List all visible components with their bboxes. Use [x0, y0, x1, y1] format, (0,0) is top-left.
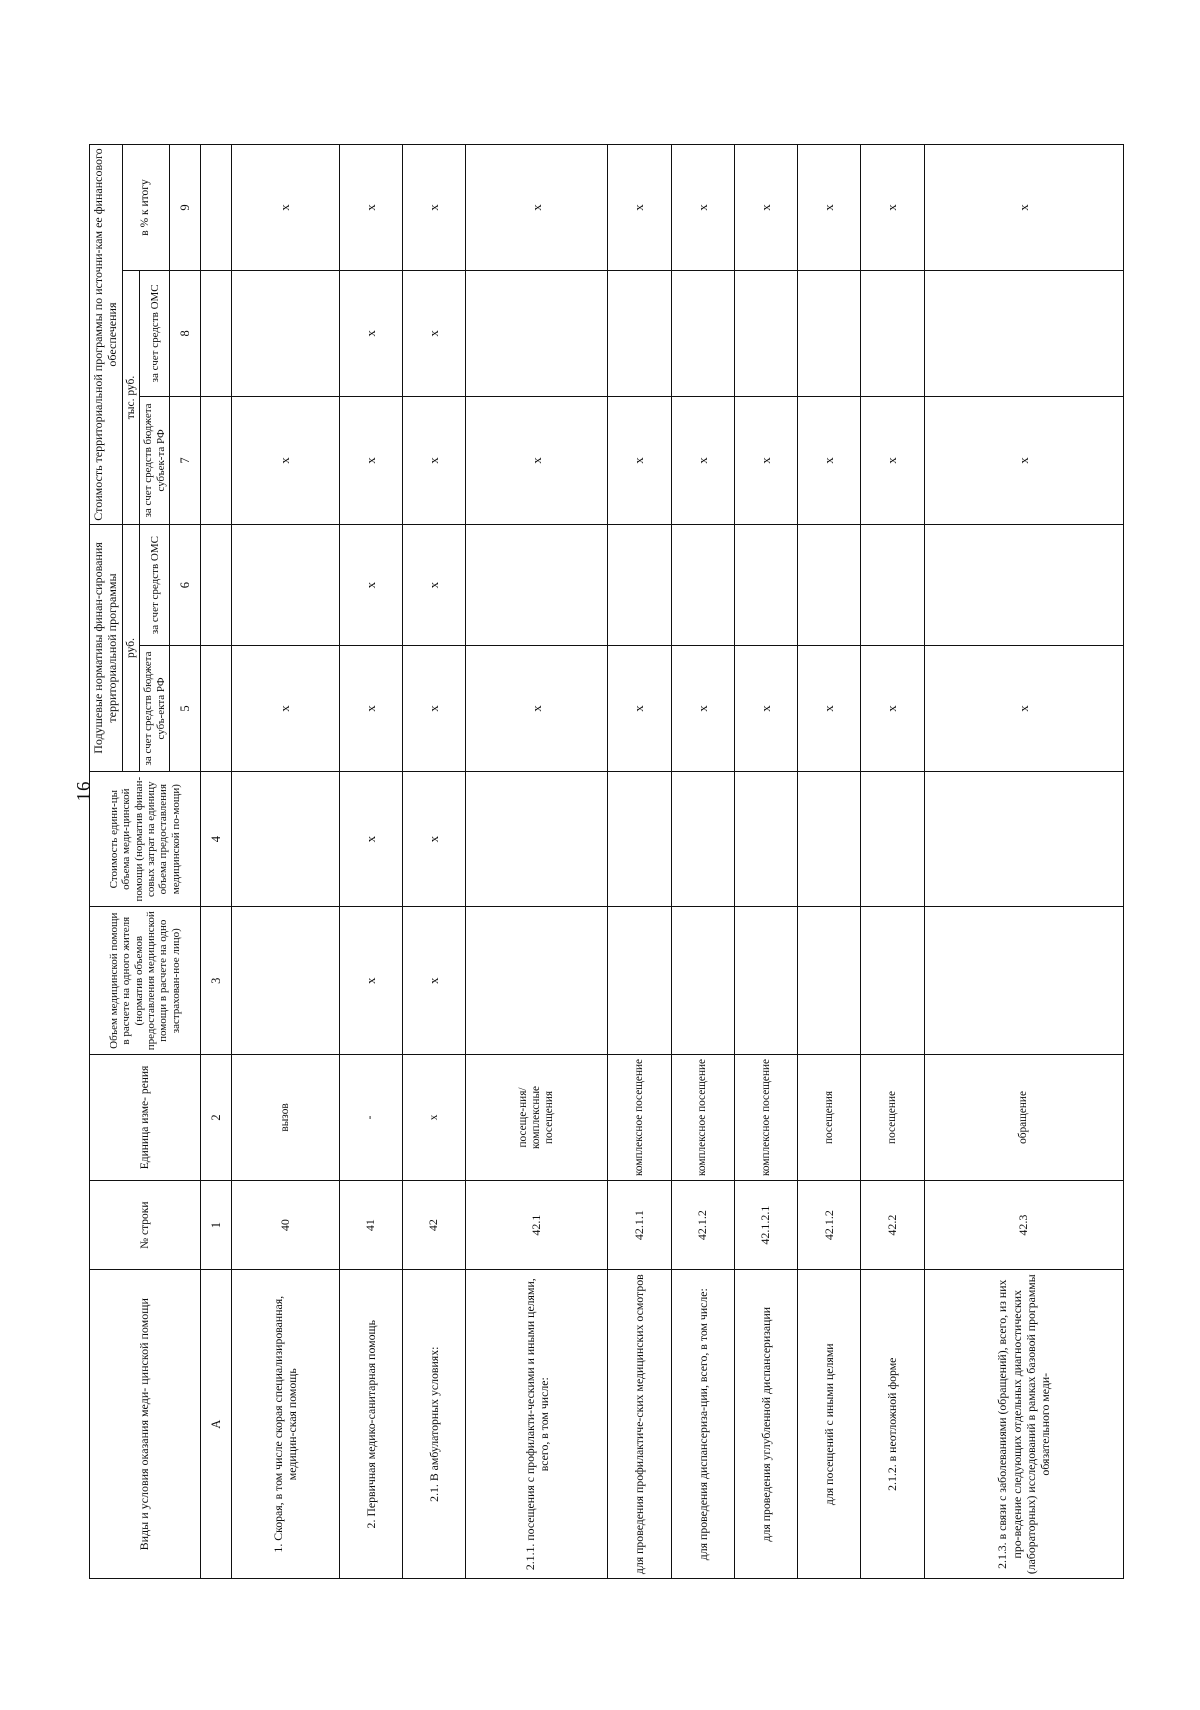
colnum-6-dup	[200, 524, 231, 645]
colnum-5-dup	[200, 645, 231, 771]
header-row-numbers-left	[200, 144, 231, 1578]
cell-c9: х	[860, 144, 923, 270]
page-number: 16	[73, 780, 95, 802]
cell-c3	[734, 906, 797, 1054]
row-number: 42.1	[465, 1180, 607, 1270]
cell-c5: х	[734, 645, 797, 771]
colnum-9: 9	[169, 144, 200, 270]
header-cost-oms: за счет средств ОМС	[139, 270, 169, 396]
table-row	[924, 144, 1123, 1578]
row-unit: комплексное посещение	[671, 1054, 734, 1180]
cell-c7: х	[607, 396, 670, 524]
cell-c4	[607, 771, 670, 907]
row-label: для посещений с иными целями	[797, 1269, 860, 1578]
cell-c3	[797, 906, 860, 1054]
header-unit: Единица изме- рения	[89, 1054, 200, 1180]
cell-c8	[671, 270, 734, 396]
cell-c6	[607, 524, 670, 645]
cell-c9: х	[797, 144, 860, 270]
colnum-1: 1	[200, 1180, 231, 1270]
cell-c3	[465, 906, 607, 1054]
colnum-7: 7	[169, 396, 200, 524]
header-cost-total: Стоимость территориальной программы по источни-кам ее финансового обеспечения	[89, 144, 122, 524]
colnum-8-dup	[200, 270, 231, 396]
cell-c3: х	[339, 906, 402, 1054]
header-row-no: № строки	[89, 1180, 200, 1270]
cell-c7: х	[797, 396, 860, 524]
row-label: 2. Первичная медико-санитарная помощь	[339, 1269, 402, 1578]
colnum-9-dup	[200, 144, 231, 270]
cell-c8	[860, 270, 923, 396]
colnum-5: 5	[169, 645, 200, 771]
row-label: 2.1.2. в неотложной форме	[860, 1269, 923, 1578]
cell-c7: х	[924, 396, 1123, 524]
row-number: 42	[402, 1180, 465, 1270]
row-unit: комплексное посещение	[734, 1054, 797, 1180]
cell-c3	[671, 906, 734, 1054]
cell-c3: х	[402, 906, 465, 1054]
row-number: 42.3	[924, 1180, 1123, 1270]
cell-c7: х	[402, 396, 465, 524]
table-row	[734, 144, 797, 1578]
row-label: для проведения профилактиче-ских медицинских осмотров	[607, 1269, 670, 1578]
cell-c3	[607, 906, 670, 1054]
cell-c9: х	[339, 144, 402, 270]
row-label: 1. Скорая, в том числе скорая специализированная, медицин-ская помощь	[231, 1269, 339, 1578]
cell-c9: х	[465, 144, 607, 270]
row-number: 42.2	[860, 1180, 923, 1270]
cell-c5: х	[465, 645, 607, 771]
cell-c4: х	[402, 771, 465, 907]
cell-c9: х	[924, 144, 1123, 270]
cell-c8	[607, 270, 670, 396]
row-label: для проведения углубленной диспансеризации	[734, 1269, 797, 1578]
cell-c8	[465, 270, 607, 396]
header-unit-cost: Стоимость едини-цы объема меди-цинской помощи (норматив финан-совых затрат на единицу объема предоставления медицинской по-мощи)	[89, 771, 200, 907]
row-label: 2.1. В амбулаторных условиях:	[402, 1269, 465, 1578]
cell-c4	[924, 771, 1123, 907]
cell-c7: х	[231, 396, 339, 524]
colnum-3: 3	[200, 906, 231, 1054]
header-cost-unit: тыс. руб.	[122, 270, 140, 524]
row-unit: -	[339, 1054, 402, 1180]
row-unit: посеще-ния/комплексные посещения	[465, 1054, 607, 1180]
cell-c5: х	[607, 645, 670, 771]
row-unit: вызов	[231, 1054, 339, 1180]
row-number: 42.1.2	[797, 1180, 860, 1270]
colnum-2: 2	[200, 1054, 231, 1180]
cell-c6	[797, 524, 860, 645]
row-number: 42.1.1	[607, 1180, 670, 1270]
cell-c9: х	[671, 144, 734, 270]
cell-c6	[924, 524, 1123, 645]
colnum-a: А	[200, 1269, 231, 1578]
table-row	[231, 144, 339, 1578]
table-container	[89, 144, 1124, 1579]
row-label: для проведения диспансериза-ции, всего, в том числе:	[671, 1269, 734, 1578]
cell-c9: х	[607, 144, 670, 270]
header-volume: Объем медицинской помощи в расчете на одного жителя (норматив объемов предоставления медицинской помощи в расчете на одно застрахован-ное лицо)	[89, 906, 200, 1054]
cell-c4	[671, 771, 734, 907]
row-unit: посещение	[860, 1054, 923, 1180]
row-unit: х	[402, 1054, 465, 1180]
cell-c5: х	[797, 645, 860, 771]
row-number: 40	[231, 1180, 339, 1270]
cell-c6: х	[402, 524, 465, 645]
cell-c5: х	[671, 645, 734, 771]
cell-c7: х	[339, 396, 402, 524]
cell-c6	[860, 524, 923, 645]
cell-c3	[231, 906, 339, 1054]
row-unit: комплексное посещение	[607, 1054, 670, 1180]
cell-c3	[924, 906, 1123, 1054]
row-number: 42.1.2.1	[734, 1180, 797, 1270]
header-percent: в % к итогу	[122, 144, 170, 270]
header-per-capita-unit: руб.	[122, 524, 140, 771]
cell-c8: х	[402, 270, 465, 396]
row-number: 42.1.2	[671, 1180, 734, 1270]
cell-c4: х	[339, 771, 402, 907]
cell-c3	[860, 906, 923, 1054]
cell-c7: х	[734, 396, 797, 524]
table-row	[339, 144, 402, 1578]
cell-c7: х	[465, 396, 607, 524]
cell-c5: х	[339, 645, 402, 771]
cell-c4	[231, 771, 339, 907]
cell-c4	[734, 771, 797, 907]
cell-c4	[465, 771, 607, 907]
table-row	[402, 144, 465, 1578]
cell-c8	[231, 270, 339, 396]
row-label: 2.1.3. в связи с заболеваниями (обращений), всего, из них про-ведение следующих отдельных диагностических (лабораторных) исследований в рамках базовой программы обязательного меди-	[924, 1269, 1123, 1578]
row-number: 41	[339, 1180, 402, 1270]
cell-c5: х	[924, 645, 1123, 771]
cell-c7: х	[860, 396, 923, 524]
table-row	[607, 144, 670, 1578]
cell-c5: х	[860, 645, 923, 771]
colnum-4: 4	[200, 771, 231, 907]
cell-c8	[797, 270, 860, 396]
row-unit: обращение	[924, 1054, 1123, 1180]
row-label: 2.1.1. посещения с профилакти-ческими и иными целями, всего, в том числе:	[465, 1269, 607, 1578]
header-per-capita: Подушевые нормативы финан-сирования территориальной программы	[89, 524, 122, 771]
cell-c7: х	[671, 396, 734, 524]
colnum-8: 8	[169, 270, 200, 396]
header-per-capita-budget: за счет средств бюджета субъ-екта РФ	[139, 645, 169, 771]
colnum-6: 6	[169, 524, 200, 645]
colnum-7-dup	[200, 396, 231, 524]
table-body	[231, 144, 1123, 1578]
header-cost-budget: за счет средств бюджета субъек-та РФ	[139, 396, 169, 524]
cell-c8: х	[339, 270, 402, 396]
table-row	[465, 144, 607, 1578]
cell-c9: х	[402, 144, 465, 270]
cell-c9: х	[231, 144, 339, 270]
cell-c6	[465, 524, 607, 645]
header-row-1	[89, 144, 122, 1578]
cell-c6	[231, 524, 339, 645]
cell-c4	[797, 771, 860, 907]
cell-c6	[671, 524, 734, 645]
cell-c8	[734, 270, 797, 396]
table-row	[860, 144, 923, 1578]
header-col-a: Виды и условия оказания меди- цинской помощи	[89, 1269, 200, 1578]
cell-c5: х	[402, 645, 465, 771]
table-head	[89, 144, 231, 1578]
cell-c5: х	[231, 645, 339, 771]
program-cost-table	[89, 144, 1124, 1579]
header-per-capita-oms: за счет средств ОМС	[139, 524, 169, 645]
row-unit: посещения	[797, 1054, 860, 1180]
cell-c4	[860, 771, 923, 907]
cell-c9: х	[734, 144, 797, 270]
cell-c6: х	[339, 524, 402, 645]
table-row	[671, 144, 734, 1578]
table-row	[797, 144, 860, 1578]
cell-c8	[924, 270, 1123, 396]
cell-c6	[734, 524, 797, 645]
